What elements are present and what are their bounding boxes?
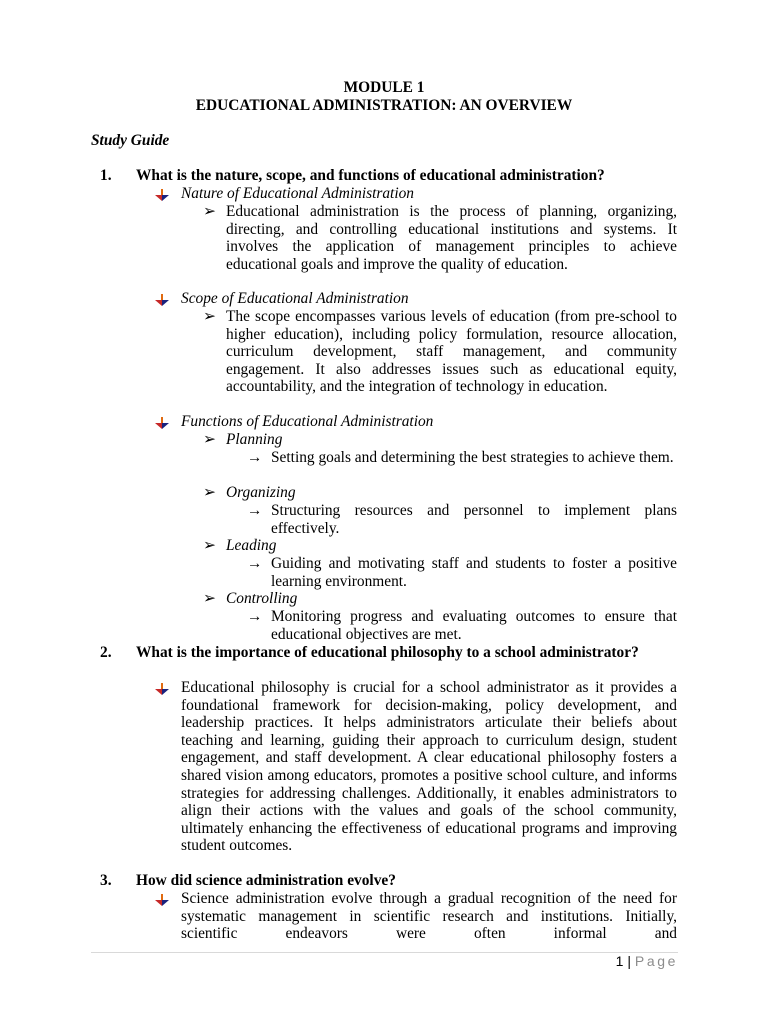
- functions-label: Functions of Educational Administration: [181, 413, 434, 430]
- question-3: [91, 872, 677, 890]
- function-name: Leading: [226, 537, 277, 554]
- arrowhead-icon: ➢: [203, 590, 216, 607]
- arrow-icon: →: [247, 608, 263, 625]
- function-text: Setting goals and determining the best strategies to achieve them.: [271, 449, 674, 466]
- nature-label: Nature of Educational Administration: [181, 185, 415, 202]
- function-name: Controlling: [226, 590, 298, 607]
- list-item-functions: [155, 413, 677, 431]
- nature-text: Educational administration is the process of planning, organizing, directing, and controlling educational institutions and systems. It involves the application of management principles to achieve educational goals and improve the quality of education.: [226, 203, 677, 273]
- question-number: 2.: [100, 644, 112, 661]
- page-title: EDUCATIONAL ADMINISTRATION: AN OVERVIEW: [195, 97, 573, 114]
- function-organizing: [203, 484, 677, 502]
- function-text: Structuring resources and personnel to implement plans effectively.: [271, 502, 677, 537]
- function-text: Monitoring progress and evaluating outcomes to ensure that educational objectives are met.: [271, 608, 677, 643]
- arrowhead-icon: ➢: [203, 484, 216, 501]
- function-text: Guiding and motivating staff and students to foster a positive learning environment.: [271, 555, 677, 590]
- arrow-icon: →: [247, 449, 263, 466]
- function-leading-detail: [247, 555, 677, 590]
- list-item-nature: [155, 185, 677, 203]
- question-2: [91, 644, 677, 662]
- bullet-icon: [155, 683, 169, 695]
- arrowhead-icon: ➢: [203, 203, 216, 220]
- bullet-icon: [155, 294, 169, 306]
- function-name: Organizing: [226, 484, 296, 501]
- function-organizing-detail: [247, 502, 677, 537]
- bullet-icon: [155, 189, 169, 201]
- answer-3: [155, 890, 677, 943]
- answer-text: Science administration evolve through a gradual recognition of the need for systematic management in scientific research and institutions. Initially, scientific endeavors were often informal and: [181, 890, 677, 943]
- list-item-scope: [155, 290, 677, 308]
- question-text: How did science administration evolve?: [136, 872, 396, 889]
- footer-separator: |: [627, 953, 631, 969]
- arrowhead-icon: ➢: [203, 308, 216, 325]
- function-controlling-detail: [247, 608, 677, 643]
- module-heading: MODULE 1: [343, 79, 425, 96]
- bullet-icon: [155, 894, 169, 906]
- study-guide-heading: Study Guide: [91, 132, 170, 149]
- arrowhead-icon: ➢: [203, 537, 216, 554]
- function-leading: [203, 537, 677, 555]
- question-text: What is the importance of educational philosophy to a school administrator?: [136, 644, 639, 661]
- page-number: 1: [615, 953, 624, 969]
- page-word: Page: [634, 953, 678, 969]
- scope-label: Scope of Educational Administration: [181, 290, 409, 307]
- bullet-icon: [155, 417, 169, 429]
- arrow-icon: →: [247, 555, 263, 572]
- function-planning: [203, 431, 677, 449]
- nature-detail: [203, 203, 677, 273]
- question-number: 3.: [100, 872, 112, 889]
- arrow-icon: →: [247, 502, 263, 519]
- function-controlling: [203, 590, 677, 608]
- question-1: [91, 167, 677, 185]
- function-planning-detail: [247, 449, 677, 467]
- answer-text: Educational philosophy is crucial for a school administrator as it provides a foundational framework for decision-making, policy development, and leadership practices. It helps administrators articulate their beliefs about teaching and learning, guiding their approach to curriculum design, student engagement, and staff development. A clear educational philosophy fosters a shared vision among educators, promotes a positive school culture, and informs strategies for addressing challenges. Additionally, it enables administrators to align their actions with the values and goals of the school community, ultimately enhancing the effectiveness of educational programs and improving student outcomes.: [181, 679, 677, 855]
- scope-text: The scope encompasses various levels of education (from pre-school to higher education), including policy formulation, resource allocation, curriculum development, staff management, and community engagement. It also addresses issues such as educational equity, accountability, and the integration of technology in education.: [226, 308, 677, 396]
- question-number: 1.: [100, 167, 112, 184]
- function-name: Planning: [226, 431, 283, 448]
- question-text: What is the nature, scope, and functions of educational administration?: [136, 167, 605, 184]
- footer-divider: [91, 952, 678, 953]
- answer-2: [155, 679, 677, 855]
- page-footer: [616, 952, 678, 970]
- scope-detail: [203, 308, 677, 396]
- arrowhead-icon: ➢: [203, 431, 216, 448]
